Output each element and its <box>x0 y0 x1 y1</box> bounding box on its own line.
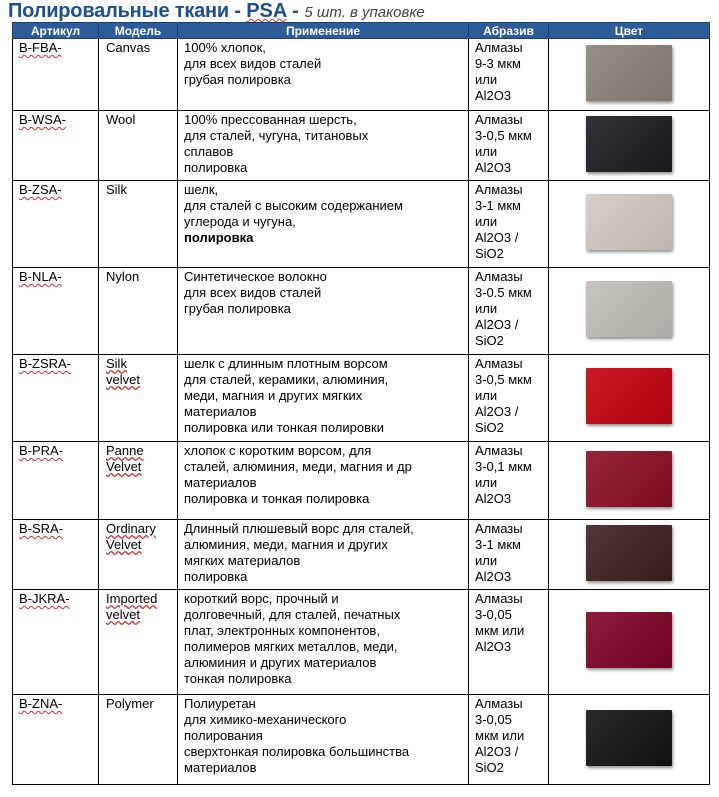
table-row <box>13 181 710 268</box>
abrasive-line: SiO2 <box>475 760 504 775</box>
abrasive-line: Алмазы <box>475 521 523 536</box>
fabric-color-swatch <box>586 45 672 101</box>
column-header-abrasive: Абразив <box>469 23 549 39</box>
abrasive-line: 3-0,5 мкм <box>475 128 532 143</box>
abrasive-line: Алмазы <box>475 269 523 284</box>
application-line: Синтетическое волокно <box>184 269 327 284</box>
application-line: короткий ворс, прочный и <box>184 591 339 606</box>
abrasive-cell <box>469 590 549 695</box>
article-cell: B-JKRA- <box>13 590 99 695</box>
abrasive-line: или <box>475 475 498 490</box>
application-cell <box>178 181 469 268</box>
color-cell <box>549 695 710 785</box>
model-line: velvet <box>106 607 140 622</box>
article-cell: B-ZSRA- <box>13 355 99 442</box>
table-header-row <box>13 23 710 39</box>
application-line: грубая полировка <box>184 72 291 87</box>
table-row <box>13 111 710 181</box>
abrasive-cell <box>469 39 549 111</box>
application-line: мягких материалов <box>184 553 301 568</box>
model-cell <box>99 520 178 590</box>
column-header-color: Цвет <box>549 23 710 39</box>
application-line: грубая полировка <box>184 301 291 316</box>
table-row <box>13 695 710 785</box>
application-line: сплавов <box>184 144 234 159</box>
application-line: меди, магния и других мягких <box>184 388 363 403</box>
abrasive-line: мкм или <box>475 728 525 743</box>
color-cell <box>549 268 710 355</box>
model-line: Canvas <box>106 40 151 55</box>
application-cell <box>178 111 469 181</box>
page-title <box>8 0 425 22</box>
application-line: полировка и тонкая полировка <box>184 491 370 506</box>
color-cell <box>549 355 710 442</box>
model-cell <box>99 181 178 268</box>
color-cell <box>549 39 710 111</box>
fabric-color-swatch <box>586 281 672 337</box>
application-line: долговечный, для сталей, печатных <box>184 607 401 622</box>
application-line: полировка или тонкая полировки <box>184 420 384 435</box>
abrasive-line: или <box>475 553 498 568</box>
abrasive-line: или <box>475 72 498 87</box>
article-cell: B-PRA- <box>13 442 99 520</box>
application-line: углерода и чугуна, <box>184 214 296 229</box>
application-line: шелк, <box>184 182 219 197</box>
abrasive-line: или <box>475 301 498 316</box>
abrasive-line: 3-0,1 мкм <box>475 459 532 474</box>
application-line: для всех видов сталей <box>184 56 322 71</box>
abrasive-line: Al2O3 / <box>475 317 519 332</box>
model-line: Silk <box>106 182 127 197</box>
application-line: алюминия и других материалов <box>184 655 377 670</box>
abrasive-line: Al2O3 / <box>475 744 519 759</box>
fabric-color-swatch <box>586 525 672 581</box>
abrasive-line: или <box>475 214 498 229</box>
application-line: для химико-механического <box>184 712 347 727</box>
table-row <box>13 442 710 520</box>
application-cell <box>178 520 469 590</box>
model-line: Wool <box>106 112 136 127</box>
abrasive-line: Алмазы <box>475 591 523 606</box>
abrasive-line: Al2O3 <box>475 639 512 654</box>
table-row <box>13 590 710 695</box>
application-line: полировка <box>184 160 248 175</box>
abrasive-line: 3-0,5 мкм <box>475 372 532 387</box>
model-cell <box>99 355 178 442</box>
abrasive-cell <box>469 695 549 785</box>
article-cell: B-ZSA- <box>13 181 99 268</box>
model-line: Polymer <box>106 696 154 711</box>
abrasive-line: Алмазы <box>475 40 523 55</box>
model-cell <box>99 39 178 111</box>
abrasive-line: SiO2 <box>475 420 504 435</box>
model-cell <box>99 442 178 520</box>
application-line: тонкая полировка <box>184 671 292 686</box>
title-subtitle: 5 шт. в упаковке <box>304 4 425 21</box>
application-line: алюминия, меди, магния и других <box>184 537 388 552</box>
article-cell: B-ZNA- <box>13 695 99 785</box>
application-line: 100% хлопок, <box>184 40 266 55</box>
abrasive-line: 3-0,05 <box>475 607 512 622</box>
model-line: Velvet <box>106 537 142 552</box>
abrasive-line: 3-0,05 <box>475 712 512 727</box>
column-header-article: Артикул <box>13 23 99 39</box>
title-text: Полировальные ткани - <box>8 0 247 22</box>
application-cell <box>178 695 469 785</box>
table-body <box>13 39 710 785</box>
abrasive-cell <box>469 355 549 442</box>
application-line: материалов <box>184 760 257 775</box>
fabric-color-swatch <box>586 368 672 424</box>
application-line: Длинный плюшевый ворс для сталей, <box>184 521 414 536</box>
application-line: Полиуретан <box>184 696 256 711</box>
application-line: хлопок с коротким ворсом, для <box>184 443 372 458</box>
fabric-color-swatch <box>586 116 672 172</box>
abrasive-cell <box>469 268 549 355</box>
abrasive-line: Al2O3 / <box>475 230 519 245</box>
application-cell <box>178 268 469 355</box>
abrasive-line: мкм или <box>475 623 525 638</box>
abrasive-line: Алмазы <box>475 443 523 458</box>
application-line: полирования <box>184 728 263 743</box>
abrasive-line: Al2O3 <box>475 88 512 103</box>
fabric-color-swatch <box>586 451 672 507</box>
color-cell <box>549 590 710 695</box>
abrasive-line: Алмазы <box>475 182 523 197</box>
abrasive-cell <box>469 111 549 181</box>
table-row <box>13 355 710 442</box>
abrasive-line: 9-3 мкм <box>475 56 521 71</box>
color-cell <box>549 111 710 181</box>
table-row <box>13 39 710 111</box>
abrasive-line: Al2O3 / <box>475 404 519 419</box>
table-row <box>13 520 710 590</box>
abrasive-line: Al2O3 <box>475 569 512 584</box>
abrasive-cell <box>469 181 549 268</box>
abrasive-line: Al2O3 <box>475 160 512 175</box>
abrasive-cell <box>469 442 549 520</box>
abrasive-line: или <box>475 144 498 159</box>
table-row <box>13 268 710 355</box>
fabric-color-swatch <box>586 194 672 250</box>
application-line: плат, электронных компонентов, <box>184 623 380 638</box>
application-line: полировка <box>184 569 248 584</box>
application-line: для сталей, чугуна, титановых <box>184 128 369 143</box>
title-code: PSA <box>246 0 287 22</box>
abrasive-line: или <box>475 388 498 403</box>
application-line: полировка <box>184 230 254 245</box>
application-line: материалов <box>184 475 257 490</box>
article-cell: B-WSA- <box>13 111 99 181</box>
application-line: сталей, алюминия, меди, магния и др <box>184 459 412 474</box>
fabric-color-swatch <box>586 710 672 766</box>
application-line: шелк с длинным плотным ворсом <box>184 356 388 371</box>
color-cell <box>549 181 710 268</box>
model-cell <box>99 695 178 785</box>
model-cell <box>99 111 178 181</box>
abrasive-line: 3-0.5 мкм <box>475 285 532 300</box>
application-cell <box>178 39 469 111</box>
application-cell <box>178 590 469 695</box>
fabric-color-swatch <box>586 612 672 668</box>
abrasive-line: 3-1 мкм <box>475 198 521 213</box>
abrasive-line: Al2O3 <box>475 491 512 506</box>
article-cell: B-FBA- <box>13 39 99 111</box>
title-separator: - <box>286 0 305 22</box>
application-line: для сталей, керамики, алюминия, <box>184 372 389 387</box>
abrasive-line: SiO2 <box>475 333 504 348</box>
model-line: Ordinary <box>106 521 156 536</box>
model-line: Silk <box>106 356 127 371</box>
application-line: для сталей с высоким содержанием <box>184 198 403 213</box>
abrasive-line: Алмазы <box>475 356 523 371</box>
column-header-model: Модель <box>99 23 178 39</box>
abrasive-line: 3-1 мкм <box>475 537 521 552</box>
article-cell: B-SRA- <box>13 520 99 590</box>
abrasive-cell <box>469 520 549 590</box>
application-cell <box>178 355 469 442</box>
color-cell <box>549 520 710 590</box>
application-line: для всех видов сталей <box>184 285 322 300</box>
model-line: Imported <box>106 591 158 606</box>
application-line: 100% прессованная шерсть, <box>184 112 357 127</box>
model-line: Panne <box>106 443 144 458</box>
application-line: полимеров мягких металлов, меди, <box>184 639 398 654</box>
abrasive-line: Алмазы <box>475 112 523 127</box>
column-header-application: Применение <box>178 23 469 39</box>
article-cell: B-NLA- <box>13 268 99 355</box>
model-cell <box>99 590 178 695</box>
application-line: сверхтонкая полировка большинства <box>184 744 410 759</box>
model-line: Velvet <box>106 459 142 474</box>
model-cell <box>99 268 178 355</box>
abrasive-line: SiO2 <box>475 246 504 261</box>
application-cell <box>178 442 469 520</box>
application-line: материалов <box>184 404 257 419</box>
fabrics-table <box>12 22 710 785</box>
color-cell <box>549 442 710 520</box>
abrasive-line: Алмазы <box>475 696 523 711</box>
model-line: velvet <box>106 372 140 387</box>
model-line: Nylon <box>106 269 140 284</box>
